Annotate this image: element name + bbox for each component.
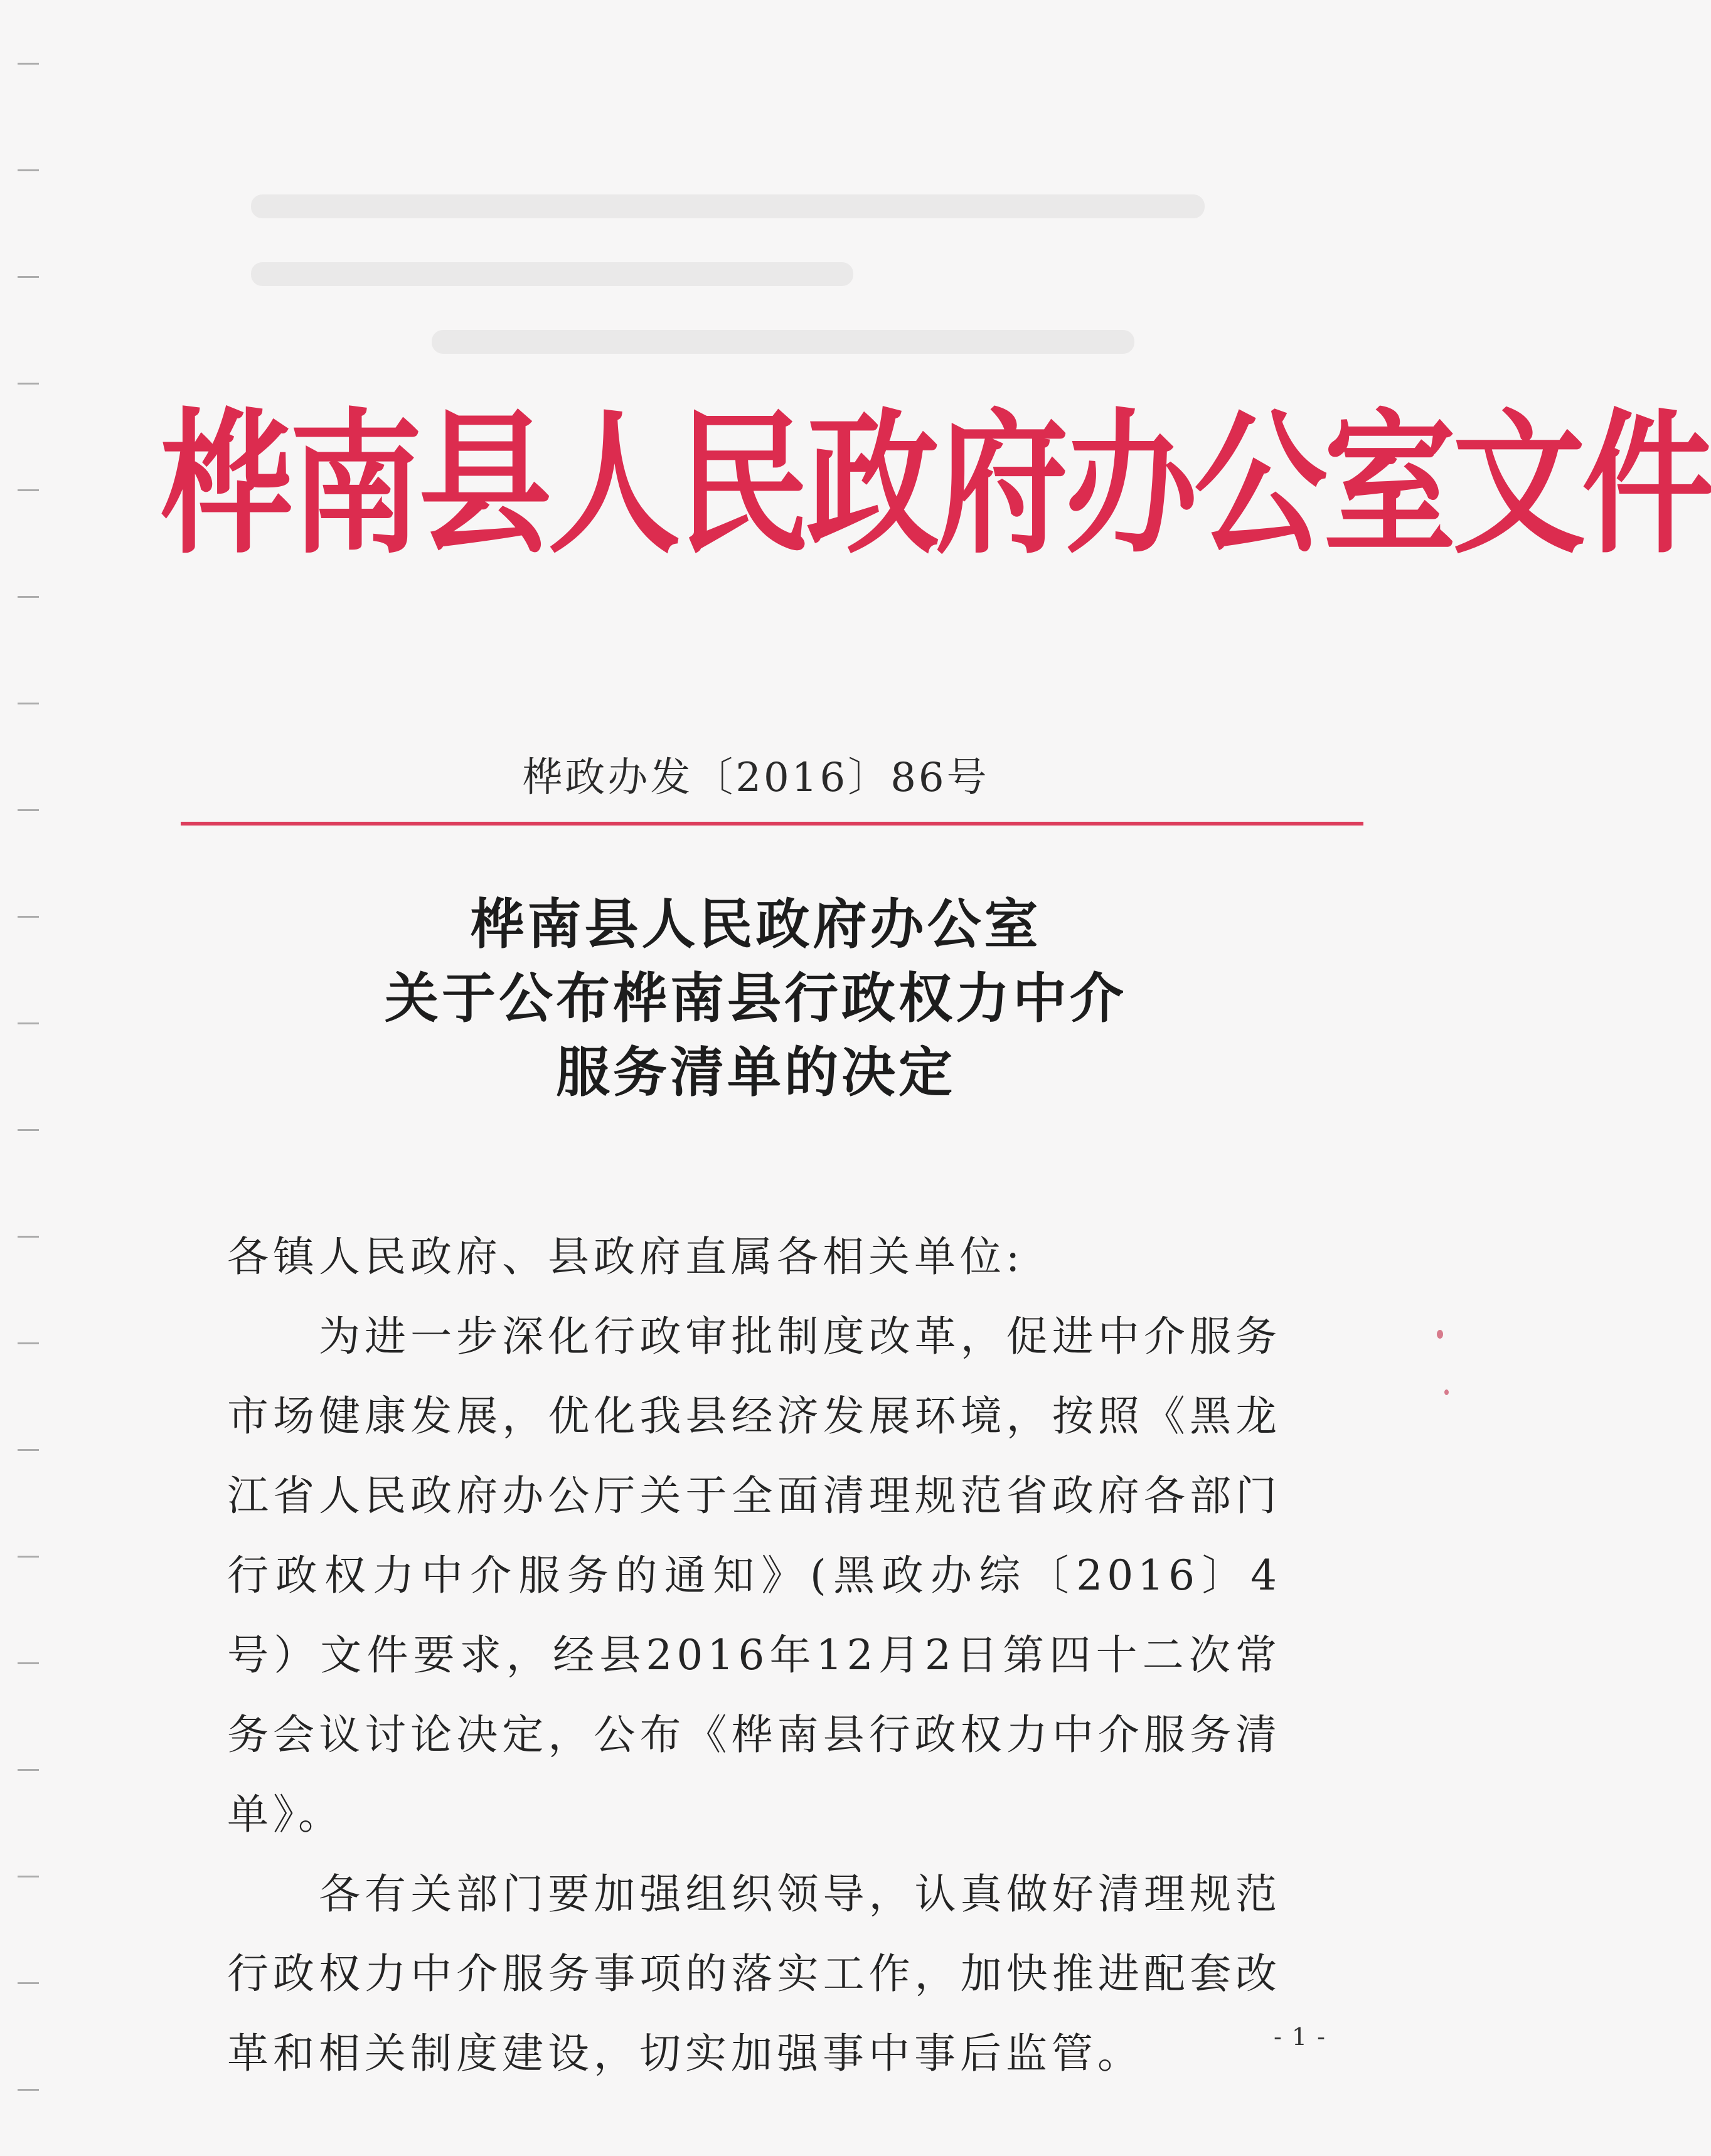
document-heading bbox=[0, 888, 1511, 1110]
page-number: - 1 - bbox=[1274, 2023, 1327, 2051]
document-body bbox=[227, 1217, 1281, 2093]
ink-speck bbox=[1437, 1330, 1443, 1339]
document-number: 桦政办发〔2016〕86号 bbox=[522, 755, 989, 801]
red-divider-line bbox=[181, 822, 1363, 826]
paragraph-1: 为进一步深化行政审批制度改革，促进中介服务市场健康发展，优化我县经济发展环境，按照《黑龙江省人民政府办公厅关于全面清理规范省政府各部门行政权力中介服务的通知》(黑政办综〔2016〕4号）文件要求，经县2016年12月2日第四十二次常务会议讨论决定，公布《桦南县行政权力中介服务清单》。 bbox=[227, 1312, 1281, 1839]
paragraph-2: 各有关部门要加强组织领导，认真做好清理规范行政权力中介服务事项的落实工作，加快推进配套改革和相关制度建设，切实加强事中事后监管。 bbox=[227, 1870, 1281, 2078]
bleed-through-marks bbox=[251, 194, 1255, 401]
document-header-title: 桦南县人民政府办公室文件 bbox=[160, 395, 1711, 575]
heading-line-2: 关于公布桦南县行政权力中介 bbox=[385, 967, 1127, 1030]
heading-line-3: 服务清单的决定 bbox=[556, 1041, 956, 1104]
ink-speck bbox=[1444, 1389, 1449, 1395]
salutation: 各镇人民政府、县政府直属各相关单位: bbox=[227, 1233, 1025, 1281]
heading-line-1: 桦南县人民政府办公室 bbox=[470, 893, 1042, 956]
